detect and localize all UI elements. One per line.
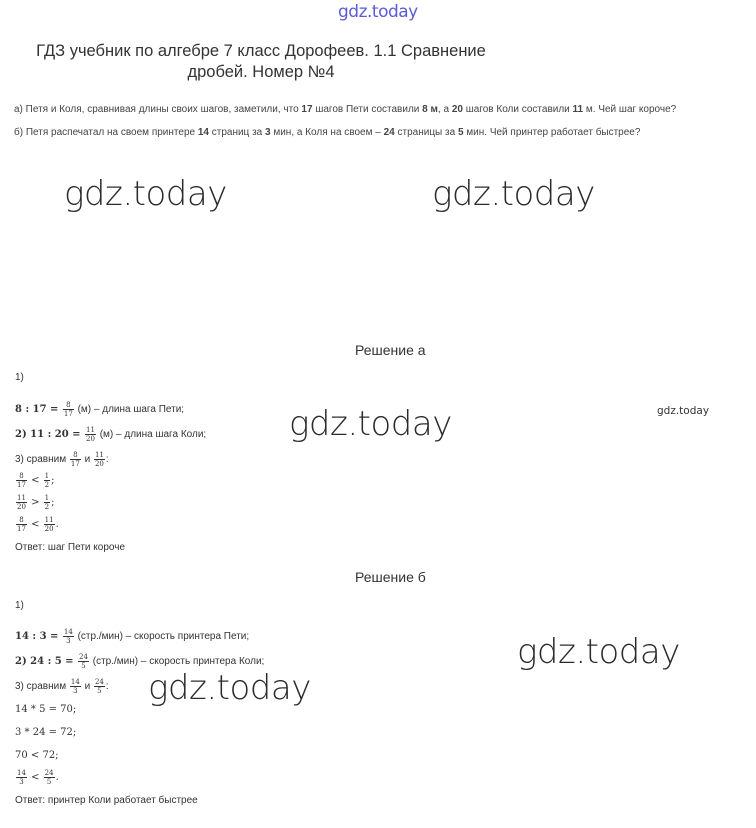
fraction: $\frac{11}{20}$ — [86, 426, 95, 443]
page-title-line2: дробей. Номер №4 — [187, 63, 335, 81]
solution-a-compare2: $\frac{11}{20}$ > $\frac{1}{2}$ ; — [17, 494, 55, 511]
watermark: gdz.today — [289, 404, 452, 444]
task-b: б) Петя распечатал на своем принтере 14 страниц за 3 мин, а Коля на своем – 24 страницы за 5 мин. Чей принтер работает быстрее? — [14, 127, 641, 138]
fraction: $\frac{24}{5}$ — [94, 678, 104, 695]
solution-b-heading: Решение б — [355, 569, 426, 585]
solution-a-line1: 8 : 17 = $\frac{8}{17}$ (м) – длина шага Пети; — [15, 401, 185, 418]
fraction: $\frac{14}{3}$ — [63, 628, 73, 645]
solution-a-step1: 1) — [15, 372, 24, 383]
solution-b-compare: $\frac{14}{3}$ < $\frac{24}{5}$ . — [17, 769, 59, 786]
fraction: $\frac{11}{20}$ — [94, 451, 104, 468]
task-a: а) Петя и Коля, сравнивая длины своих шагов, заметили, что 17 шагов Пети составили 8 м, а 20 шагов Коли составили 11 м. Чей шаг короче? — [14, 104, 677, 115]
solution-b-calc1: 14 * 5 = 70; — [15, 704, 77, 715]
solution-b-answer: Ответ: принтер Коли работает быстрее — [15, 795, 198, 806]
solution-b-line1: 14 : 3 = $\frac{14}{3}$ (стр./мин) – скорость принтера Пети; — [15, 628, 250, 645]
fraction: $\frac{8}{17}$ — [70, 451, 80, 468]
solution-a-compare1: $\frac{8}{17}$ < $\frac{1}{2}$ ; — [17, 472, 55, 489]
solution-a-heading: Решение а — [355, 342, 426, 358]
watermark: gdz.today — [148, 668, 311, 708]
solution-a-line3: 3) сравним $\frac{8}{17}$ и $\frac{11}{20}$ : — [15, 451, 109, 468]
fraction: $\frac{8}{17}$ — [63, 401, 73, 418]
watermark: gdz.today — [517, 632, 680, 672]
fraction: $\frac{14}{3}$ — [70, 678, 80, 695]
solution-b-calc3: 70 < 72; — [15, 750, 59, 761]
solution-b-line2: 2) 24 : 5 = $\frac{24}{5}$ (стр./мин) – скорость принтера Коли; — [15, 653, 265, 670]
solution-b-line3: 3) сравним $\frac{14}{3}$ и $\frac{24}{5}$ : — [15, 678, 109, 695]
solution-a-line2: 2) 11 : 20 = $\frac{11}{20}$ (м) – длина шага Коли; — [15, 426, 207, 443]
solution-a-compare3: $\frac{8}{17}$ < $\frac{11}{20}$ . — [17, 516, 59, 533]
site-logo[interactable]: gdz.today — [338, 2, 418, 22]
solution-b-calc2: 3 * 24 = 72; — [15, 727, 77, 738]
watermark-small: gdz.today — [657, 405, 710, 417]
solution-a-answer: Ответ: шаг Пети короче — [15, 542, 126, 553]
watermark: gdz.today — [432, 174, 595, 214]
solution-b-step1: 1) — [15, 600, 24, 611]
watermark: gdz.today — [64, 174, 227, 214]
fraction: $\frac{24}{5}$ — [79, 653, 88, 670]
page-title-line1: ГДЗ учебник по алгебре 7 класс Дорофеев. 1.1 Сравнение — [36, 42, 486, 60]
